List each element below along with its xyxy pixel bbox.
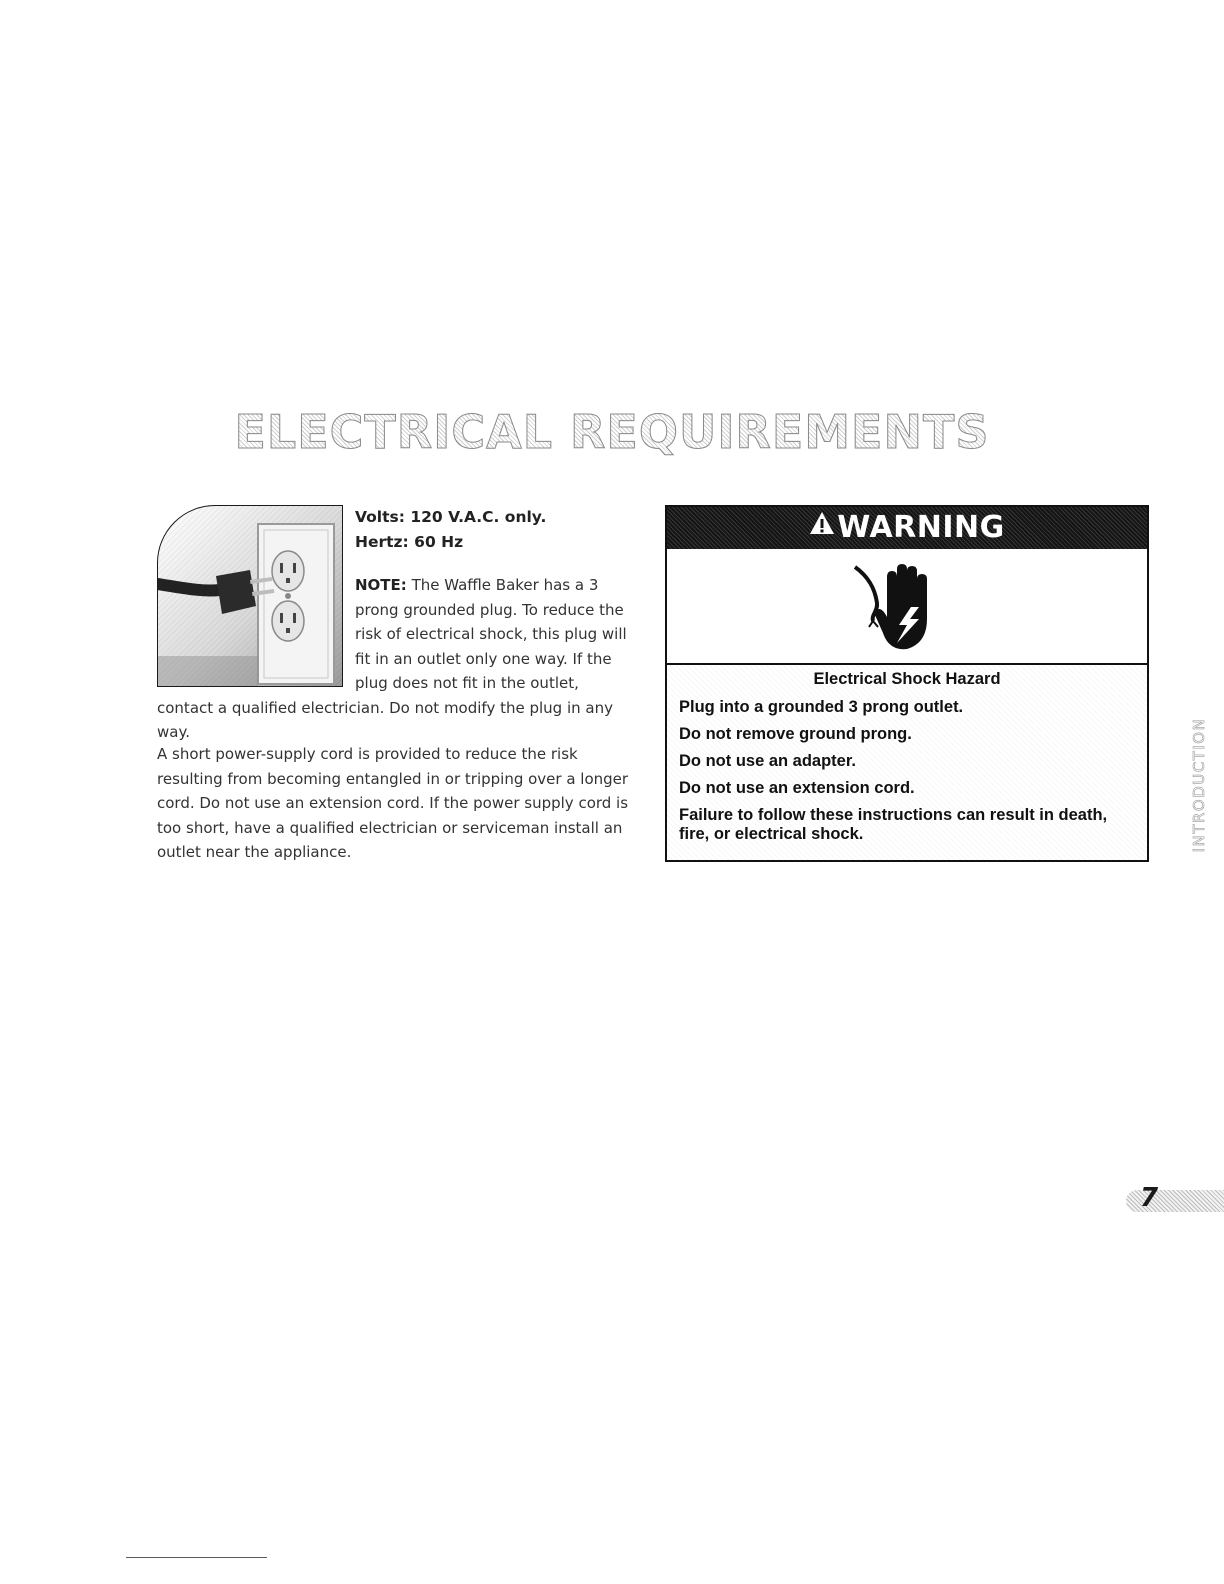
warning-triangle-icon — [809, 505, 835, 547]
warning-header — [667, 507, 1147, 549]
section-side-tab-label: INTRODUCTION — [1190, 717, 1208, 853]
warning-body — [667, 665, 1147, 861]
section-side-tab — [1180, 700, 1218, 870]
note-label: NOTE: — [355, 576, 407, 594]
volts-spec: Volts: 120 V.A.C. only. — [355, 508, 547, 526]
hertz-spec: Hertz: 60 Hz — [355, 533, 464, 551]
warning-instruction-item: Do not remove ground prong. — [679, 725, 912, 743]
warning-instruction-item: Do not use an adapter. — [679, 752, 856, 770]
warning-box — [665, 505, 1149, 862]
cord-paragraph: A short power-supply cord is provided to reduce the risk resulting from becoming entangled in or tripping over a longer cord. Do not use an extension cord. If the power supply cord is too short, have a qualified electrician or serviceman install an outlet near the appliance. — [157, 745, 629, 861]
footer-rule — [126, 1557, 267, 1558]
shock-hazard-icon — [667, 549, 1147, 665]
page-number: 7 — [1140, 1183, 1159, 1213]
warning-instruction-item: Failure to follow these instructions can result in death, fire, or electrical shock. — [679, 806, 1108, 843]
hazard-title: Electrical Shock Hazard — [813, 670, 1001, 688]
page-number-tab — [1126, 1183, 1224, 1213]
page-title: ELECTRICAL REQUIREMENTS — [0, 404, 1224, 460]
warning-instruction-item: Do not use an extension cord. — [679, 779, 915, 797]
warning-header-text: WARNING — [837, 510, 1005, 545]
warning-instruction-item: Plug into a grounded 3 prong outlet. — [679, 698, 964, 716]
electrical-specs — [355, 505, 546, 555]
warning-instructions — [679, 698, 1135, 844]
note-paragraph — [157, 573, 639, 745]
note-text: The Waffle Baker has a 3 prong grounded plug. To reduce the risk of electrical shock, this plug will fit in an outlet only one way. If the plug does not fit in the outlet, contact a qualified electrician. Do not modify the plug in any way. — [157, 576, 627, 741]
